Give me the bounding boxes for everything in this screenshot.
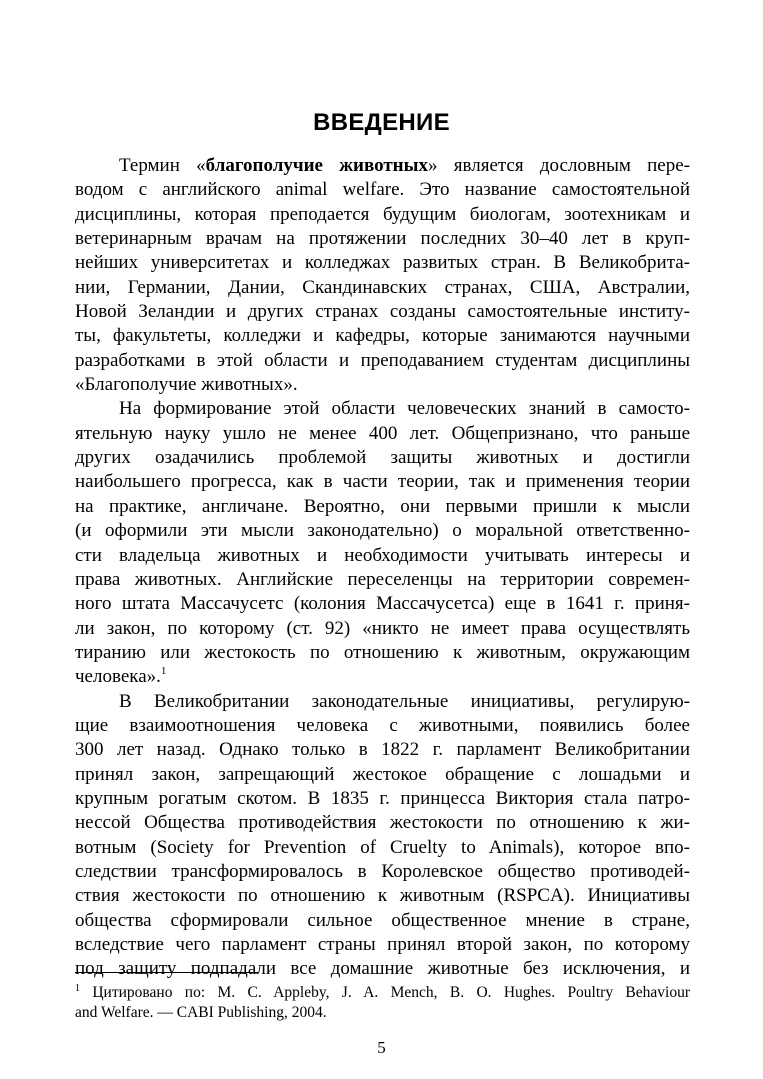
text-line: разработками в этой области и преподаванием студентам дисциплины [75, 349, 690, 371]
text-line: водом с английского animal welfare. Это название самостоятельной [75, 179, 690, 201]
text-line [75, 519, 690, 543]
paragraph-3 [75, 690, 690, 982]
text-line: нии, Германии, Дании, Скандинавских странах, США, Австралии, [75, 276, 690, 298]
text-line: В Великобритании законодательные инициативы, регулирую- [119, 690, 690, 712]
line-text: На формирование этой области человеческих знаний в самосто- [119, 398, 690, 420]
chapter-heading: ВВЕДЕНИЕ [313, 109, 450, 136]
text-line: 300 лет назад. Однако только в 1822 г. парламент Великобритании [75, 739, 690, 761]
text-line: Новой Зеландии и других странах созданы самостоятельные институ- [75, 301, 690, 323]
text-line: щие взаимоотношения человека с животными, появились более [75, 714, 690, 736]
line-text: на практике, англичане. Вероятно, они первыми пришли к мысли [75, 495, 690, 517]
term-animal-welfare: благополучие животных [205, 155, 428, 176]
body-text [75, 154, 690, 982]
footnote-marker: 1 [75, 983, 80, 994]
p1-prefix: Термин « [119, 155, 206, 176]
text-line [75, 592, 690, 616]
footnote-reference: 1 [160, 665, 167, 678]
text-line: дисциплины, которая преподается будущим биологам, зоотехникам и [75, 203, 690, 225]
footnote-divider [75, 972, 258, 973]
text-line [75, 617, 690, 641]
text-line [75, 544, 690, 568]
text-line [75, 397, 690, 421]
line-text: тиранию или жестокость по отношению к животным, окружающим [75, 641, 690, 663]
text-line [75, 470, 690, 494]
text-line [75, 568, 690, 592]
text-line: вотным (Society for Prevention of Cruelty to Animals), которое впо- [75, 836, 690, 858]
text-line [75, 641, 690, 665]
text-line [75, 446, 690, 470]
line-text: ного штата Массачусетс (колония Массачусетса) еще в 1641 г. приня- [75, 593, 690, 615]
line-text: ятельную науку ушло не менее 400 лет. Общепризнано, что раньше [75, 422, 690, 444]
footnote-line-1 [75, 983, 690, 1003]
paragraph-1-first-line [75, 154, 690, 178]
p1-suffix: » является дословным пере- [427, 155, 691, 176]
text-line: под защиту подпадали все домашние животные без исключения, и [75, 958, 690, 980]
paragraph-2 [75, 397, 690, 689]
footnote-line-2: and Welfare. — CABI Publishing, 2004. [75, 1004, 327, 1021]
line-text: других озадачились проблемой защиты животных и достигли [75, 447, 690, 469]
text-line: ствия жестокости по отношению к животным (RSPCA). Инициативы [75, 885, 690, 907]
text-line: ты, факультеты, колледжи и кафедры, которые занимаются научными [75, 325, 690, 347]
page-number: 5 [377, 1038, 386, 1057]
text-line: нессой Общества противодействия жестокости по отношению к жи- [75, 812, 690, 834]
text-line [75, 665, 690, 689]
text-line: нейших университетах и колледжах развитых стран. В Великобрита- [75, 252, 690, 274]
text-line: ветеринарным врачам на протяжении последних 30–40 лет в круп- [75, 228, 690, 250]
footnote [75, 983, 690, 1023]
line-text: наибольшего прогресса, как в части теории, так и применения теории [75, 471, 690, 493]
line-text: ли закон, по которому (ст. 92) «никто не имеет права осуществлять [75, 617, 690, 639]
line-text: права животных. Английские переселенцы на территории современ- [75, 568, 690, 590]
line-text: сти владельца животных и необходимости учитывать интересы и [75, 544, 690, 566]
paragraph-1 [75, 154, 690, 397]
text-line: общества сформировали сильное общественное мнение в стране, [75, 909, 690, 931]
text-line: «Благополучие животных». [75, 374, 298, 396]
text-line [75, 495, 690, 519]
text-line: крупным рогатым скотом. В 1835 г. принцесса Виктория стала патро- [75, 787, 690, 809]
text-line: вследствие чего парламент страны принял второй закон, по которому [75, 934, 690, 955]
text-line [75, 422, 690, 446]
line-text: человека». [75, 666, 161, 688]
footnote-text-1: Цитировано по: M. C. Appleby, J. A. Mench, B. O. Hughes. Poultry Behaviour [92, 984, 690, 1001]
text-line: следствии трансформировалось в Королевское общество противодей- [75, 860, 690, 882]
text-line: принял закон, запрещающий жестокое обращение с лошадьми и [75, 763, 690, 785]
line-text: (и оформили эти мысли законодательно) о моральной ответственно- [75, 520, 690, 542]
